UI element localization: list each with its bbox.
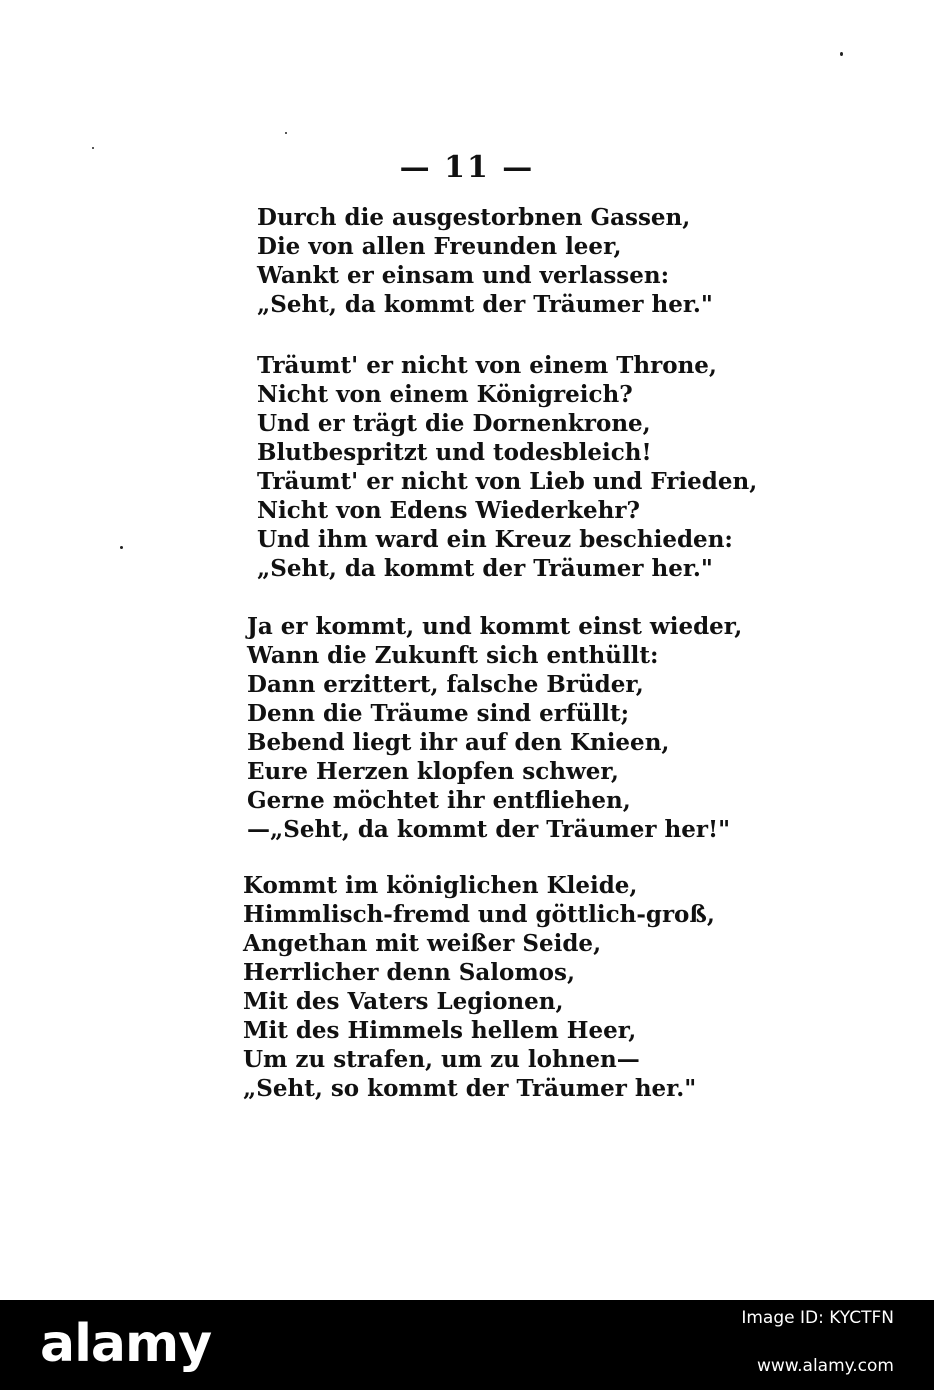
poem-line: Und er trägt die Dornenkrone, bbox=[257, 410, 651, 437]
poem-line: Dann erzittert, falsche Brüder, bbox=[247, 671, 644, 698]
site-url-label: www.alamy.com bbox=[756, 1356, 894, 1376]
watermark-banner bbox=[0, 1300, 934, 1390]
poem-line: „Seht, so kommt der Träumer her." bbox=[243, 1075, 697, 1102]
poem-line: Durch die ausgestorbnen Gassen, bbox=[257, 204, 691, 231]
poem-line: Nicht von Edens Wiederkehr? bbox=[257, 497, 640, 524]
page-number: — 11 — bbox=[399, 150, 535, 185]
poem-line: Wann die Zukunft sich enthüllt: bbox=[247, 642, 659, 669]
poem-line: Ja er kommt, und kommt einst wieder, bbox=[247, 613, 743, 640]
poem-line: Mit des Vaters Legionen, bbox=[243, 988, 564, 1015]
poem-line: Die von allen Freunden leer, bbox=[257, 233, 622, 260]
poem-line: Und ihm ward ein Kreuz beschieden: bbox=[257, 526, 733, 553]
poem-line: Träumt' er nicht von einem Throne, bbox=[257, 352, 717, 379]
poem-line: Denn die Träume sind erfüllt; bbox=[247, 700, 630, 727]
poem-line: Mit des Himmels hellem Heer, bbox=[243, 1017, 637, 1044]
poem-line: Himmlisch-fremd und göttlich-groß, bbox=[243, 901, 715, 928]
poem-line: „Seht, da kommt der Träumer her." bbox=[257, 291, 713, 318]
image-id-label: Image ID: KYCTFN bbox=[741, 1308, 894, 1328]
poem-line: Blutbespritzt und todesbleich! bbox=[257, 439, 652, 466]
poem-line: Bebend liegt ihr auf den Knieen, bbox=[247, 729, 670, 756]
poem-line: Träumt' er nicht von Lieb und Frieden, bbox=[257, 468, 758, 495]
poem-line: Nicht von einem Königreich? bbox=[257, 381, 633, 408]
poem-line: Eure Herzen klopfen schwer, bbox=[247, 758, 619, 785]
brand-logo: alamy bbox=[40, 1314, 212, 1374]
poem-line: Gerne möchtet ihr entfliehen, bbox=[247, 787, 631, 814]
poem-line: Um zu strafen, um zu lohnen— bbox=[243, 1046, 640, 1073]
poem-line: —„Seht, da kommt der Träumer her!" bbox=[247, 816, 731, 843]
poem-line: Wankt er einsam und verlassen: bbox=[257, 262, 670, 289]
poem-line: Herrlicher denn Salomos, bbox=[243, 959, 575, 986]
poem-line: Angethan mit weißer Seide, bbox=[243, 930, 602, 957]
poem-line: Kommt im königlichen Kleide, bbox=[243, 872, 638, 899]
poem-line: „Seht, da kommt der Träumer her." bbox=[257, 555, 713, 582]
